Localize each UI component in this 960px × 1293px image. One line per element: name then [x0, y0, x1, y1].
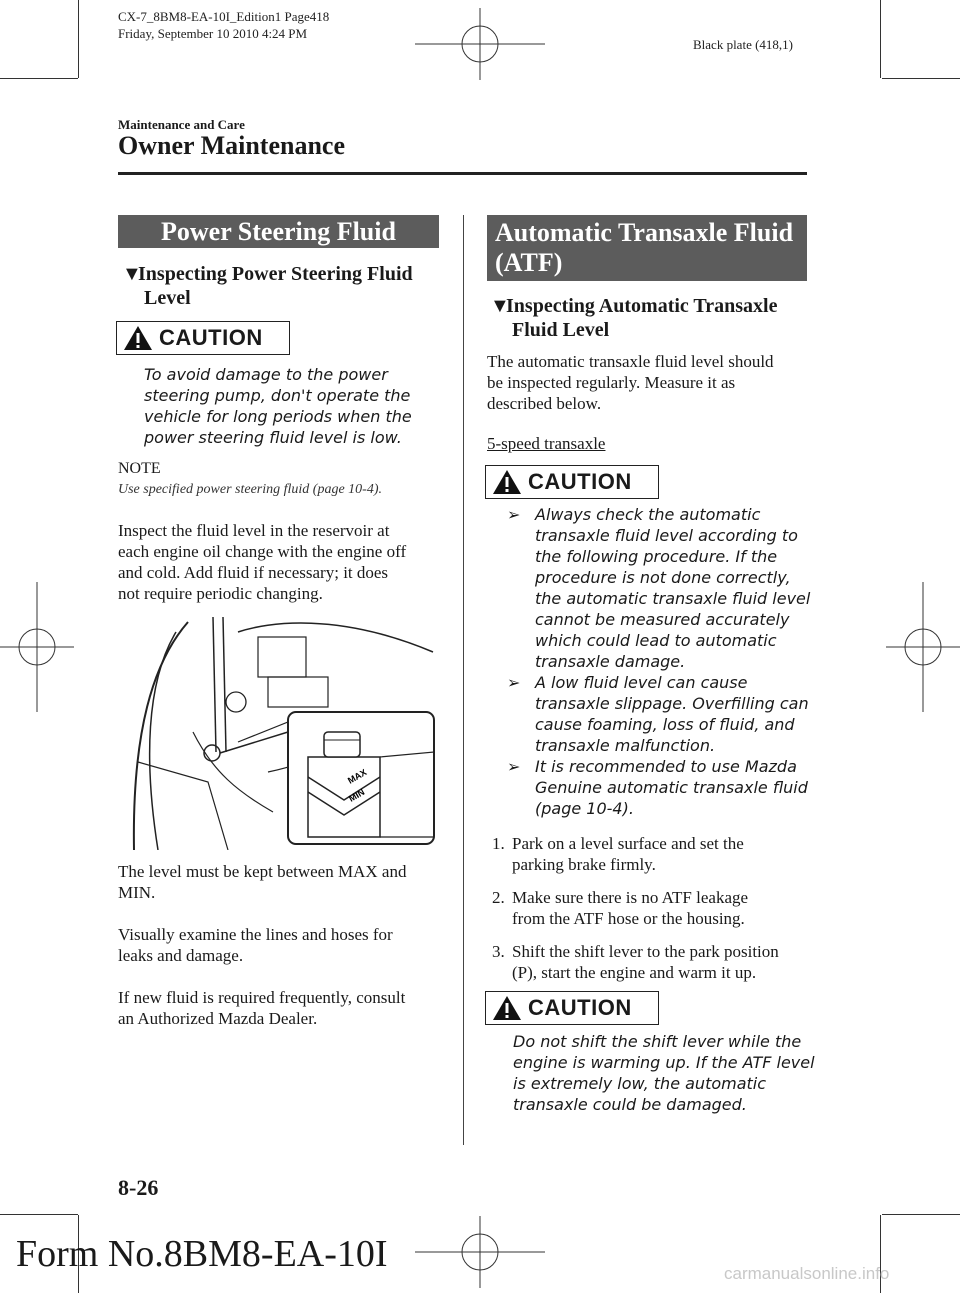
caution-line: steering pump, don't operate the [144, 386, 411, 405]
caution-bullet [507, 672, 817, 756]
text-line: not require periodic changing. [118, 584, 323, 603]
caution-bullet [507, 756, 817, 819]
print-meta [118, 8, 329, 42]
text-line: The automatic transaxle fluid level should [487, 352, 774, 371]
crop-mark [0, 78, 78, 79]
text-line: (P), start the engine and warm it up. [512, 963, 757, 982]
crop-mark [882, 1214, 960, 1215]
crop-mark [0, 1214, 78, 1215]
caution-label: CAUTION [528, 995, 632, 1020]
step-number: 1. [492, 834, 505, 853]
watermark: carmanualsonline.info [724, 1264, 890, 1283]
paragraph-atf-intro [487, 351, 812, 414]
step-number: 2. [492, 888, 505, 907]
caution-label: CAUTION [528, 469, 632, 494]
caution-bullets [507, 504, 817, 819]
text-line: (page 10-4). [535, 799, 634, 818]
text-line: each engine oil change with the engine off [118, 542, 407, 561]
warning-icon [492, 995, 522, 1021]
crop-mark [880, 0, 881, 78]
text-line: Visually examine the lines and hoses for [118, 925, 393, 944]
crop-mark [882, 78, 960, 79]
text-line: transaxle fluid level according to [535, 526, 798, 545]
text-line: It is recommended to use Mazda [535, 757, 797, 776]
text-line: be inspected regularly. Measure it as [487, 373, 736, 392]
caution-line: vehicle for long periods when the [144, 407, 412, 426]
min-label: MIN [347, 786, 367, 804]
section-label: Maintenance and Care [118, 117, 245, 132]
banner-line1: Automatic Transaxle Fluid [495, 218, 794, 247]
section-banner-atf [487, 215, 807, 281]
text-line: described below. [487, 394, 602, 413]
text-line: an Authorized Mazda Dealer. [118, 1009, 318, 1028]
note-label: NOTE [118, 460, 161, 477]
text-line: from the ATF hose or the housing. [512, 909, 745, 928]
caution-text [513, 1031, 818, 1115]
subhead-line1: Inspecting Power Steering Fluid [138, 263, 413, 285]
registration-mark-left [0, 582, 74, 712]
subhead-line2: Level [144, 287, 191, 309]
paragraph-inspect [118, 520, 458, 604]
step-item [492, 887, 812, 929]
black-plate-label: Black plate (418,1) [693, 37, 793, 52]
text-line: leaks and damage. [118, 946, 244, 965]
note-text: Use specified power steering fluid (page 10-4). [118, 482, 383, 497]
subhead-power-steering [122, 262, 442, 310]
triangle-down-icon: ▼ [122, 263, 142, 285]
caution-bullet [507, 504, 817, 672]
text-line: transaxle damage. [535, 652, 686, 671]
crop-mark [78, 0, 79, 78]
banner-line2: (ATF) [495, 248, 563, 277]
print-meta-line1: CX-7_8BM8-EA-10I_Edition1 Page418 [118, 9, 330, 24]
step-number: 3. [492, 942, 505, 961]
paragraph-max-min [118, 861, 458, 903]
text-line: A low fluid level can cause [535, 673, 748, 692]
print-meta-line2: Friday, September 10 2010 4:24 PM [118, 26, 308, 41]
caution-text [144, 364, 444, 448]
registration-mark-top [415, 8, 545, 80]
page-number: 8-26 [118, 1175, 159, 1200]
registration-mark-bottom [415, 1216, 545, 1288]
arrow-right-icon: ➢ [507, 757, 521, 776]
form-number: Form No.8BM8-EA-10I [16, 1233, 388, 1275]
text-line: MIN. [118, 883, 156, 902]
step-item [492, 941, 812, 983]
text-line: parking brake firmly. [512, 855, 656, 874]
text-line: Genuine automatic transaxle fluid [535, 778, 808, 797]
text-line: procedure is not done correctly, [535, 568, 791, 587]
text-line: The level must be kept between MAX and [118, 862, 407, 881]
page-title: Owner Maintenance [118, 131, 345, 160]
text-line: the automatic transaxle fluid level [535, 589, 811, 608]
arrow-right-icon: ➢ [507, 505, 521, 524]
subhead-line2: Fluid Level [512, 319, 610, 341]
text-line: the following procedure. If the [535, 547, 778, 566]
caution-line: engine is warming up. If the ATF level [513, 1053, 815, 1072]
caution-line: is extremely low, the automatic [513, 1074, 767, 1093]
sublabel-5-speed: 5-speed transaxle [487, 434, 606, 453]
section-banner-power-steering: Power Steering Fluid [118, 215, 439, 248]
triangle-down-icon: ▼ [490, 295, 510, 317]
reservoir-illustration [118, 612, 438, 855]
text-line: which could lead to automatic [535, 631, 777, 650]
text-line: Shift the shift lever to the park position [512, 942, 779, 961]
text-line: transaxle slippage. Overfilling can [535, 694, 809, 713]
caution-line: Do not shift the shift lever while the [513, 1032, 802, 1051]
text-line: cause foaming, loss of fluid, and [535, 715, 795, 734]
paragraph-inspect-lines [118, 924, 458, 966]
text-line: Always check the automatic [535, 505, 761, 524]
text-line: Make sure there is no ATF leakage [512, 888, 749, 907]
procedure-steps [492, 833, 812, 983]
caution-label: CAUTION [159, 325, 263, 350]
registration-mark-right [886, 582, 960, 712]
text-line: If new fluid is required frequently, consult [118, 988, 406, 1007]
subhead-line1: Inspecting Automatic Transaxle [506, 295, 778, 317]
text-line: transaxle malfunction. [535, 736, 716, 755]
caution-badge [485, 991, 659, 1025]
title-rule [118, 172, 807, 175]
column-divider [463, 215, 464, 1145]
caution-line: power steering fluid level is low. [144, 428, 402, 447]
caution-line: To avoid damage to the power [144, 365, 388, 384]
text-line: and cold. Add fluid if necessary; it does [118, 563, 389, 582]
step-item [492, 833, 812, 875]
arrow-right-icon: ➢ [507, 673, 521, 692]
caution-badge [485, 465, 659, 499]
caution-badge [116, 321, 290, 355]
paragraph-dealer [118, 987, 458, 1029]
text-line: Inspect the fluid level in the reservoir at [118, 521, 390, 540]
max-label: MAX [346, 767, 369, 786]
warning-icon [123, 325, 153, 351]
text-line: Park on a level surface and set the [512, 834, 744, 853]
text-line: cannot be measured accurately [535, 610, 790, 629]
subhead-atf [490, 294, 810, 342]
caution-line: transaxle could be damaged. [513, 1095, 747, 1114]
warning-icon [492, 469, 522, 495]
